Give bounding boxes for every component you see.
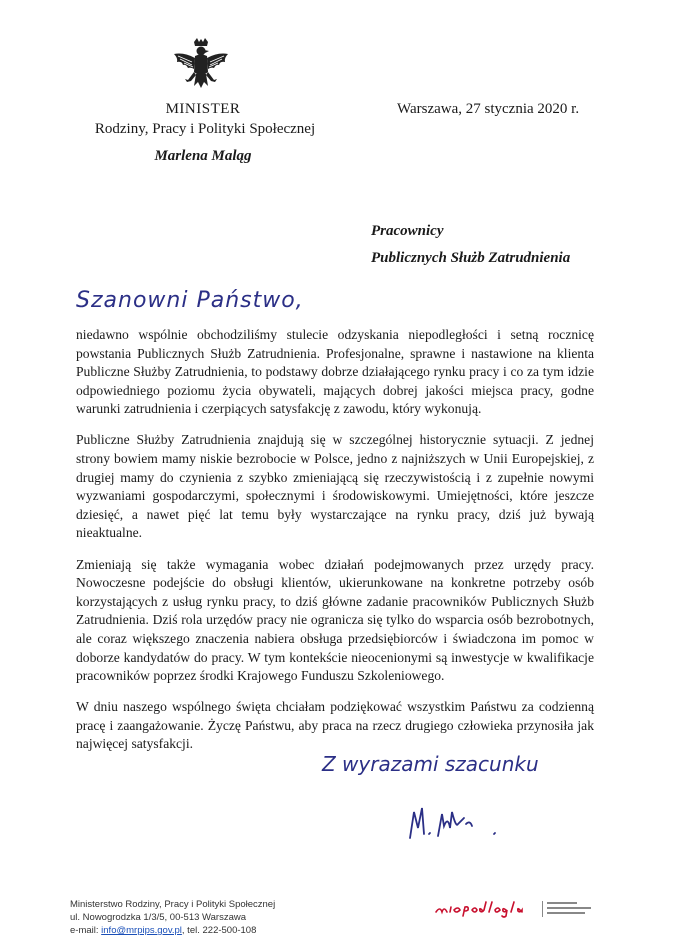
minister-title: MINISTER: [165, 101, 241, 117]
letter-body: [76, 326, 594, 766]
addressee-line: Pracownicy: [371, 223, 444, 239]
polish-eagle-icon: [172, 38, 230, 102]
paragraph: Publiczne Służby Zatrudnienia znajdują się w szczególnej historycznie sytuacji. Z jednej strony bowiem mamy niskie bezrobocie w Polsce, jedno z najniższych w Unii Europejskiej, z drugiej mamy do czynienia z szybko zmieniającą się rzeczywistością i z zupełnie nowymi wyzwaniami gospodarczymi, społecznymi i środowiskowymi. Umiejętności, które jeszcze dziesięć, a nawet pięć lat temu były wystarczające na rynku pracy, dziś już bywają nieaktualne.: [76, 432, 594, 541]
footer: [70, 898, 275, 937]
footer-address: ul. Nowogrodzka 1/3/5, 00-513 Warszawa: [70, 912, 247, 923]
addressee: [371, 218, 570, 272]
paragraph: Zmieniają się także wymagania wobec działań podejmowanych przez urzędy pracy. Nowoczesne podejście do obsługi klientów, ukierunkowane na konkretne potrzeby osób korzystających z usług rynku pracy, to dziś główne zadanie pracowników Publicznych Służb Zatrudnienia. Dziś rola urzędów pracy nie ogranicza się tylko do wsparcia osób bezrobotnych, ale coraz większego znaczenia nabiera obsługa przedsiębiorców i świadczona im pomoc w doborze kandydatów do pracy. W tym kontekście nieocenionymi są inwestycje w kwalifikacje pracowników poprzez środki Krajowego Funduszu Szkoleniowego.: [76, 556, 594, 684]
addressee-line: Publicznych Służb Zatrudnienia: [371, 250, 571, 266]
paragraph: niedawno wspólnie obchodziliśmy stulecie odzyskania niepodległości i setną rocznicę powstania Publicznych Służb Zatrudnienia. Profesjonalne, sprawne i nastawione na klienta Publiczne Służby Zatrudnienia, to podstawy dobrze działającego rynku pracy i co za tym idzie odpowiedniego poziomu życia obywateli, mających dobrej jakości miejsca pracy, godne warunki zatrudnienia i czerpiących satysfakcję z zawodu, który wykonują.: [76, 327, 594, 417]
niepodlegla-caption: [542, 897, 596, 921]
place-date: Warszawa, 27 stycznia 2020 r.: [397, 101, 580, 117]
email-link[interactable]: info@mrpips.gov.pl: [101, 925, 182, 936]
footer-contact: [70, 924, 275, 937]
phone-number: , tel. 222-500-108: [181, 925, 257, 936]
ministry-name: Rodziny, Pracy i Polityki Społecznej: [94, 121, 316, 137]
salutation: Szanowni Państwo,: [76, 288, 304, 313]
email-label: e-mail:: [70, 925, 102, 936]
footer-ministry: Ministerstwo Rodziny, Pracy i Polityki Społecznej: [70, 899, 276, 910]
handwritten-signature: [402, 798, 512, 846]
minister-name: Marlena Maląg: [154, 148, 252, 164]
closing: Z wyrazami szacunku: [322, 752, 539, 776]
niepodlegla-logo: [434, 898, 534, 918]
paragraph: W dniu naszego wspólnego święta chciałam podziękować wszystkim Państwu za codzienną pracę i zaangażowanie. Życzę Państwu, aby praca na rzecz drugiego człowieka przynosiła jak najwięcej satysfakcji.: [76, 699, 594, 752]
